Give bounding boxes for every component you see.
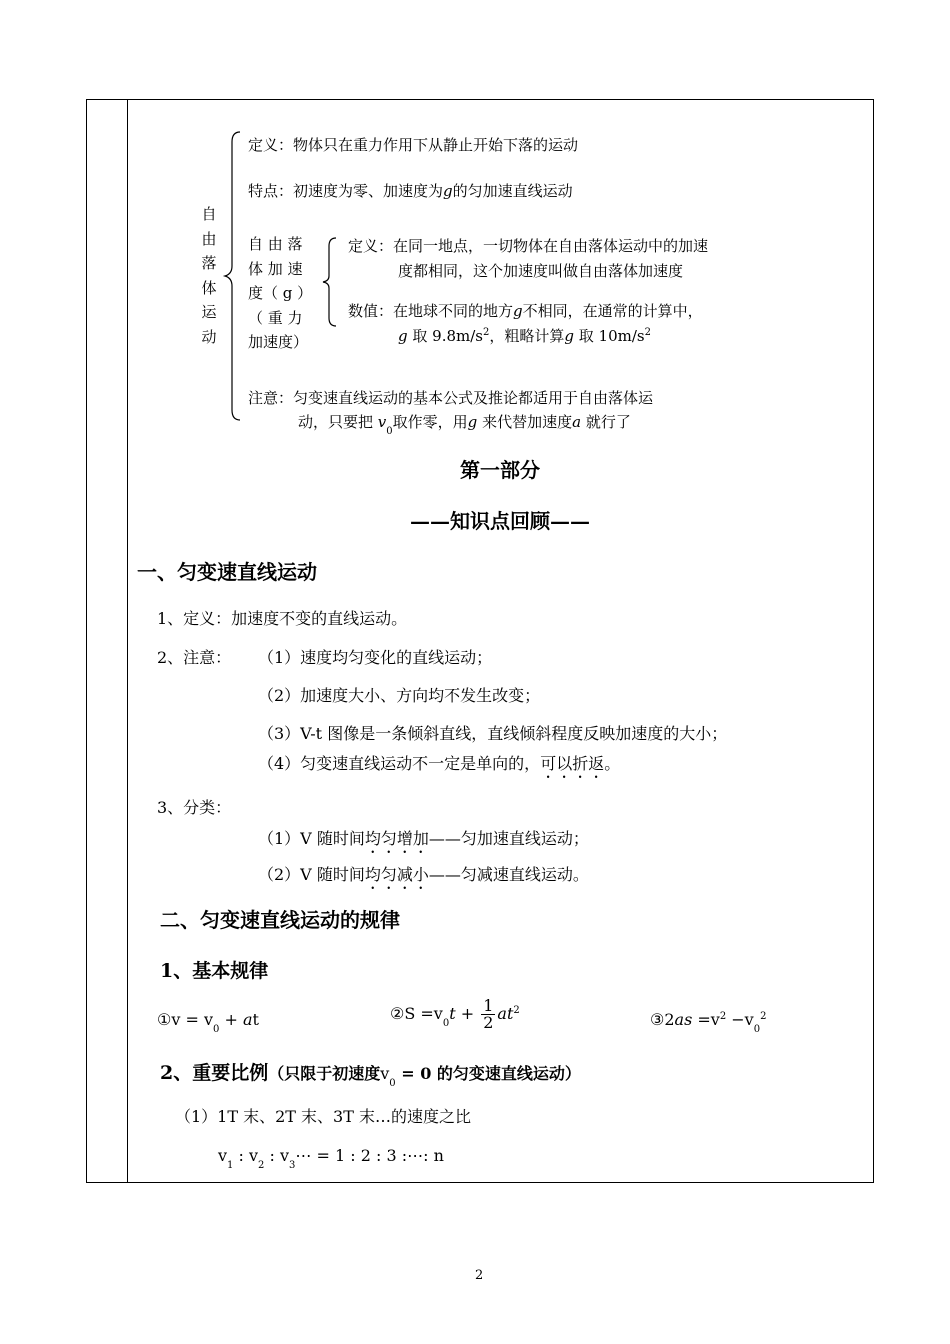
note-var: a (572, 413, 582, 431)
formula-sub: 0 (753, 1024, 761, 1035)
formula-text: t (252, 1010, 259, 1029)
label-char: 落 (201, 254, 217, 272)
accel-definition-2: 度都相同，这个加速度叫做自由落体加速度 (398, 262, 684, 280)
formula-1 (157, 1010, 259, 1035)
value-text: 取 10m/s (578, 327, 645, 345)
formula-sub: 0 (442, 1018, 450, 1029)
section1-item3-sub1 (258, 826, 589, 857)
note-text: 就行了 (585, 413, 631, 431)
sub2-sub: 0 (389, 1078, 396, 1089)
fraction-denominator: 2 (483, 1013, 494, 1032)
formula-var: t (449, 1004, 456, 1023)
section1-item2-sub1: （1）速度均匀变化的直线运动； (258, 648, 493, 667)
formula-text: −v (726, 1010, 754, 1029)
section2-sub2 (160, 1058, 581, 1089)
accel-label (248, 232, 312, 355)
note-text: 动，只要把 (298, 413, 374, 431)
ratio-formula: $v_1$ : $v_2$ : $v_3\cdots = 1$ : 2 : 3 :⋯: n (218, 1146, 444, 1171)
formula-text: S =v (404, 1004, 443, 1023)
section2-sub1: 1、基本规律 (160, 960, 269, 982)
accel-label-line: 自 由 落 (248, 235, 303, 253)
value-suffix: 不相同，在通常的计算中， (522, 302, 703, 320)
value-sup: 2 (483, 327, 490, 338)
sub-text: （2）V 随时间 (258, 865, 365, 884)
feature-prefix: 特点：初速度为零、加速度为 (248, 182, 444, 200)
value-text: ，粗略计算 (489, 327, 565, 345)
sub-text: ——匀加速直线运动； (428, 829, 589, 848)
label-char: 动 (201, 327, 217, 346)
sub2-var: v (380, 1064, 390, 1083)
free-fall-definition: 定义：物体只在重力作用下从静止开始下落的运动 (248, 136, 579, 154)
free-fall-label (201, 202, 217, 349)
label-char: 自 (201, 205, 217, 223)
value-var: g (398, 327, 408, 345)
note-var: v (377, 413, 387, 431)
ratio-sub: 1 (227, 1160, 234, 1171)
free-fall-note-2 (298, 411, 631, 437)
free-fall-note-1: 注意：匀变速直线运动的基本公式及推论都适用于自由落体运 (248, 389, 654, 407)
part-subtitle: ——知识点回顾—— (410, 509, 590, 533)
formula-num: ② (390, 1004, 405, 1023)
section1-item2-sub2: （2）加速度大小、方向均不发生改变； (258, 686, 541, 705)
accel-definition-1: 定义：在同一地点，一切物体在自由落体运动中的加速 (348, 237, 709, 255)
formula-num: ① (157, 1010, 172, 1029)
emphasis-text: 均匀减小 (364, 865, 429, 884)
formula-var: as (674, 1010, 693, 1029)
sub-text: ——匀减速直线运动。 (428, 865, 589, 884)
section1-item1: 1、定义：加速度不变的直线运动。 (157, 609, 408, 628)
fraction-numerator: 1 (483, 996, 494, 1015)
fraction (481, 998, 495, 1031)
accel-label-line: 度（ g ） (248, 284, 313, 302)
accel-label-line: （ 重 力 (248, 308, 303, 327)
section1-heading: 一、匀变速直线运动 (137, 560, 317, 584)
note-text: 取作零，用 (392, 413, 468, 431)
formula-var: a (242, 1010, 253, 1029)
formula-text: 2 (664, 1010, 675, 1029)
emphasis-text: 均匀增加 (364, 829, 429, 848)
formula-sup: 2 (513, 1005, 520, 1016)
section2-heading: 二、匀变速直线运动的规律 (160, 908, 400, 932)
ratio-tail: ⋯ = 1 : 2 : 3 :⋯: n (295, 1146, 444, 1165)
label-char: 运 (201, 303, 217, 321)
formula-text: v = v (171, 1010, 213, 1029)
formula-text: =v (692, 1010, 720, 1029)
sub2-heading: 2、重要比例 (160, 1062, 269, 1084)
value-sup: 2 (644, 327, 651, 338)
label-char: 体 (201, 278, 217, 297)
formula-2 (390, 998, 520, 1031)
ratio-sub: 2 (258, 1160, 265, 1171)
ratio-var: v (218, 1146, 228, 1165)
sub2-text: （只限于初速度 (268, 1064, 381, 1083)
sub4-text: 。 (604, 754, 621, 773)
formula-sup: 2 (719, 1011, 727, 1022)
section1-item2-label: 2、注意： (157, 648, 232, 667)
section1-item2-sub4 (258, 751, 620, 782)
ratio-title: （1）1T 末、2T 末、3T 末…的速度之比 (175, 1107, 471, 1126)
section1-item3-label: 3、分类： (157, 798, 232, 817)
sub4-text: （4）匀变速直线运动不一定是单向的， (258, 754, 541, 773)
ratio-var: v (248, 1146, 259, 1165)
section1-item2-sub3: （3）V-t 图像是一条倾斜直线，直线倾斜程度反映加速度的大小； (258, 724, 728, 743)
formula-3 (650, 1010, 767, 1035)
margin-line (127, 99, 128, 1183)
accel-value-1 (348, 300, 703, 321)
section1-item3-sub2 (258, 862, 589, 893)
emphasis-text: 可以折返 (540, 754, 605, 773)
formula-num: ③ (650, 1010, 665, 1029)
feature-var: g (443, 182, 453, 200)
page-number: 2 (475, 1268, 484, 1283)
formula-sup: 2 (760, 1011, 767, 1022)
formula-text: + (455, 1004, 480, 1023)
ratio-sub: 3 (289, 1160, 296, 1171)
accel-label-line: 体 加 速 (248, 259, 303, 278)
note-sub: 0 (386, 426, 393, 437)
sub-text: （1）V 随时间 (258, 829, 365, 848)
note-var: g (467, 413, 478, 431)
free-fall-feature (248, 180, 573, 201)
formula-text: + (219, 1010, 243, 1029)
formula-sub: 0 (213, 1024, 220, 1035)
feature-suffix: 的匀加速直线运动 (452, 182, 573, 200)
value-var: g (513, 302, 523, 320)
value-var: g (564, 327, 574, 345)
value-prefix: 数值：在地球不同的地方 (348, 302, 514, 320)
part-title: 第一部分 (460, 458, 540, 482)
small-brace-icon (320, 236, 340, 328)
label-char: 由 (201, 229, 217, 248)
accel-value-2 (398, 325, 651, 346)
large-brace-icon (222, 130, 244, 422)
note-text: 来代替加速度 (482, 413, 573, 431)
accel-label-line: 加速度） (248, 333, 309, 351)
ratio-var: v (279, 1146, 290, 1165)
value-text: 取 9.8m/s (412, 327, 483, 345)
sub2-text: = 0 的匀变速直线运动） (395, 1064, 581, 1083)
formula-var: at (497, 1004, 514, 1023)
